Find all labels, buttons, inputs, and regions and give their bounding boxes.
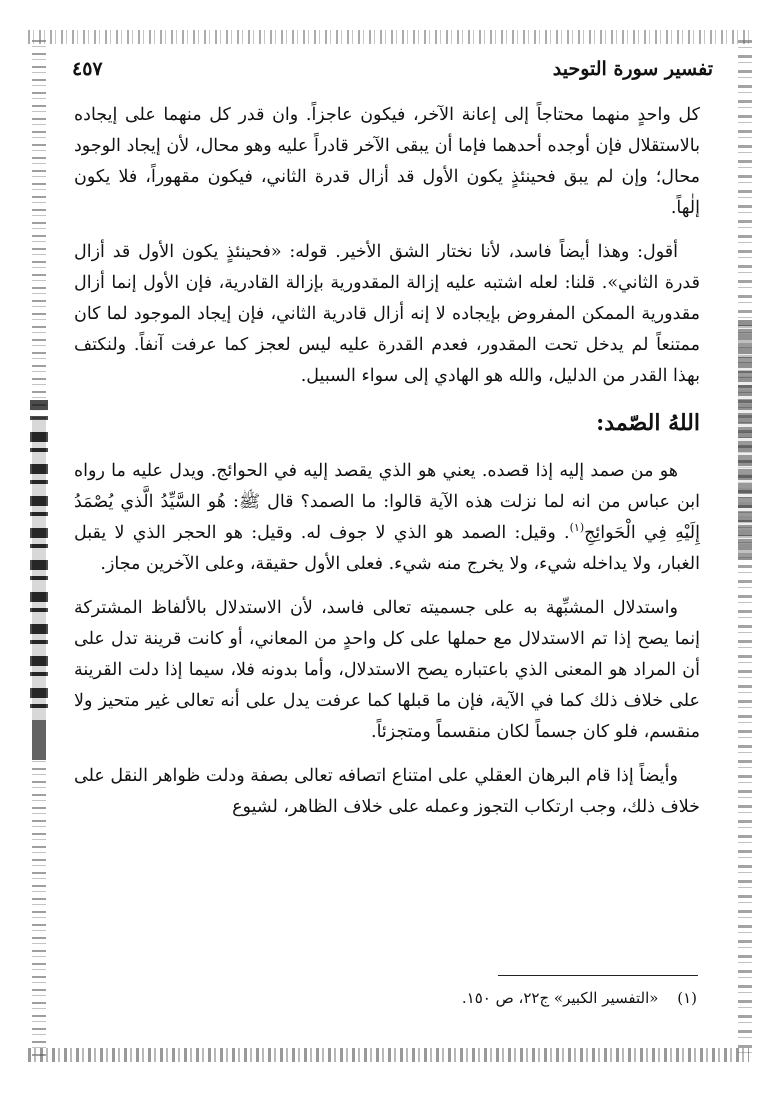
- footnote-marker: (١): [677, 989, 697, 1007]
- scan-border-bottom: [28, 1048, 749, 1062]
- section-paragraph-1-text: هو من صمد إليه إذا قصده. يعني هو الذي يقصد إليه في الحوائج. ويدل عليه ما رواه ابن عباس من انه لما نزلت هذه الآية قالوا: ما الصمد؟ قال ﷺ: هُو السَّيِّدُ الَّذي يُصْمَدُ إِلَيْهِ فِي الْحَوائِجِ: [74, 461, 700, 543]
- section-paragraph-1-continuation: . وقيل: الصمد هو الذي لا جوف له. وقيل: هو الحجر الذي لا يقبل الغبار، ولا يداخله شيء، ولا يخرج منه شيء. فعلى الأول حقيقة، وعلى الآخرين مجاز.: [74, 523, 700, 574]
- page-number: ٤٥٧: [72, 58, 103, 80]
- section-paragraph-3: وأيضاً إذا قام البرهان العقلي على امتناع اتصافه تعالى بصفة ودلت ظواهر النقل على خلاف ذلك، وجب ارتكاب التجوز وعمله على خلاف الظاهر، لشيوع: [74, 766, 700, 817]
- section-heading: اللهُ الصّمد:: [596, 410, 700, 436]
- footnote: [97, 985, 697, 1011]
- running-title: تفسير سورة التوحيد: [552, 58, 713, 80]
- paragraph-1: كل واحدٍ منهما محتاجاً إلى إعانة الآخر، فيكون عاجزاً. وان قدر كل منهما على إيجاده بالاستقلال فإن أوجده أحدهما فإما أن يبقى الآخر قادراً عليه وهو محال، لأن إيجاد الوجود محال؛ وإن لم يبق فحينئذٍ يكون الأول قد أزال قدرة الثاني، فيكون مقهوراً، فلا يكون إلٰهاً.: [74, 105, 700, 218]
- page-body: [74, 100, 700, 836]
- footnote-reference[interactable]: (١): [569, 521, 585, 535]
- scan-border-top: [28, 30, 749, 44]
- footnote-text: «التفسير الكبير» ج٢٢، ص ١٥٠.: [461, 989, 659, 1007]
- section-paragraph-2: واستدلال المشبِّهة به على جسميته تعالى فاسد، لأن الاستدلال بالألفاظ المشتركة إنما يصح إذا تم الاستدلال مع حملها على كل واحدٍ من المعاني، أو كانت قرينة تدل على أن المراد هو المعنى الذي باعتباره يصح الاستدلال، وأما بدونه فلا، سيما إذا دلت القرينة على خلاف ذلك كما في الآية، فإن ما قبلها كما عرفت يدل على أنه تعالى غير متحيز ولا منقسم، فلو كان جسماً لكان منقسماً ومتجزئاً.: [74, 598, 700, 742]
- paragraph-2: أقول: وهذا أيضاً فاسد، لأنا نختار الشق الأخير. قوله: «فحينئذٍ يكون الأول قد أزال قدرة الثاني». قلنا: لعله اشتبه عليه إزالة المقدورية بإزالة القادرية، فإن الأول إنما أزال مقدورية الممكن المفروض بإيجاده لا إنه أزال قادرية الثاني، فإن إيجاد الموجود لما كان ممتنعاً لم يدخل تحت المقدور، فعدم القدرة عليه ليس لعجز كما عرفت آنفاً. ولنكتف بهذا القدر من الدليل، والله هو الهادي إلى سواء السبيل.: [74, 242, 700, 386]
- footnote-divider: [498, 975, 698, 976]
- page-header: [72, 58, 713, 90]
- scan-border-right-dark: [738, 320, 752, 560]
- scan-border-left-pattern: [30, 400, 48, 720]
- section-paragraph-1: [74, 456, 700, 580]
